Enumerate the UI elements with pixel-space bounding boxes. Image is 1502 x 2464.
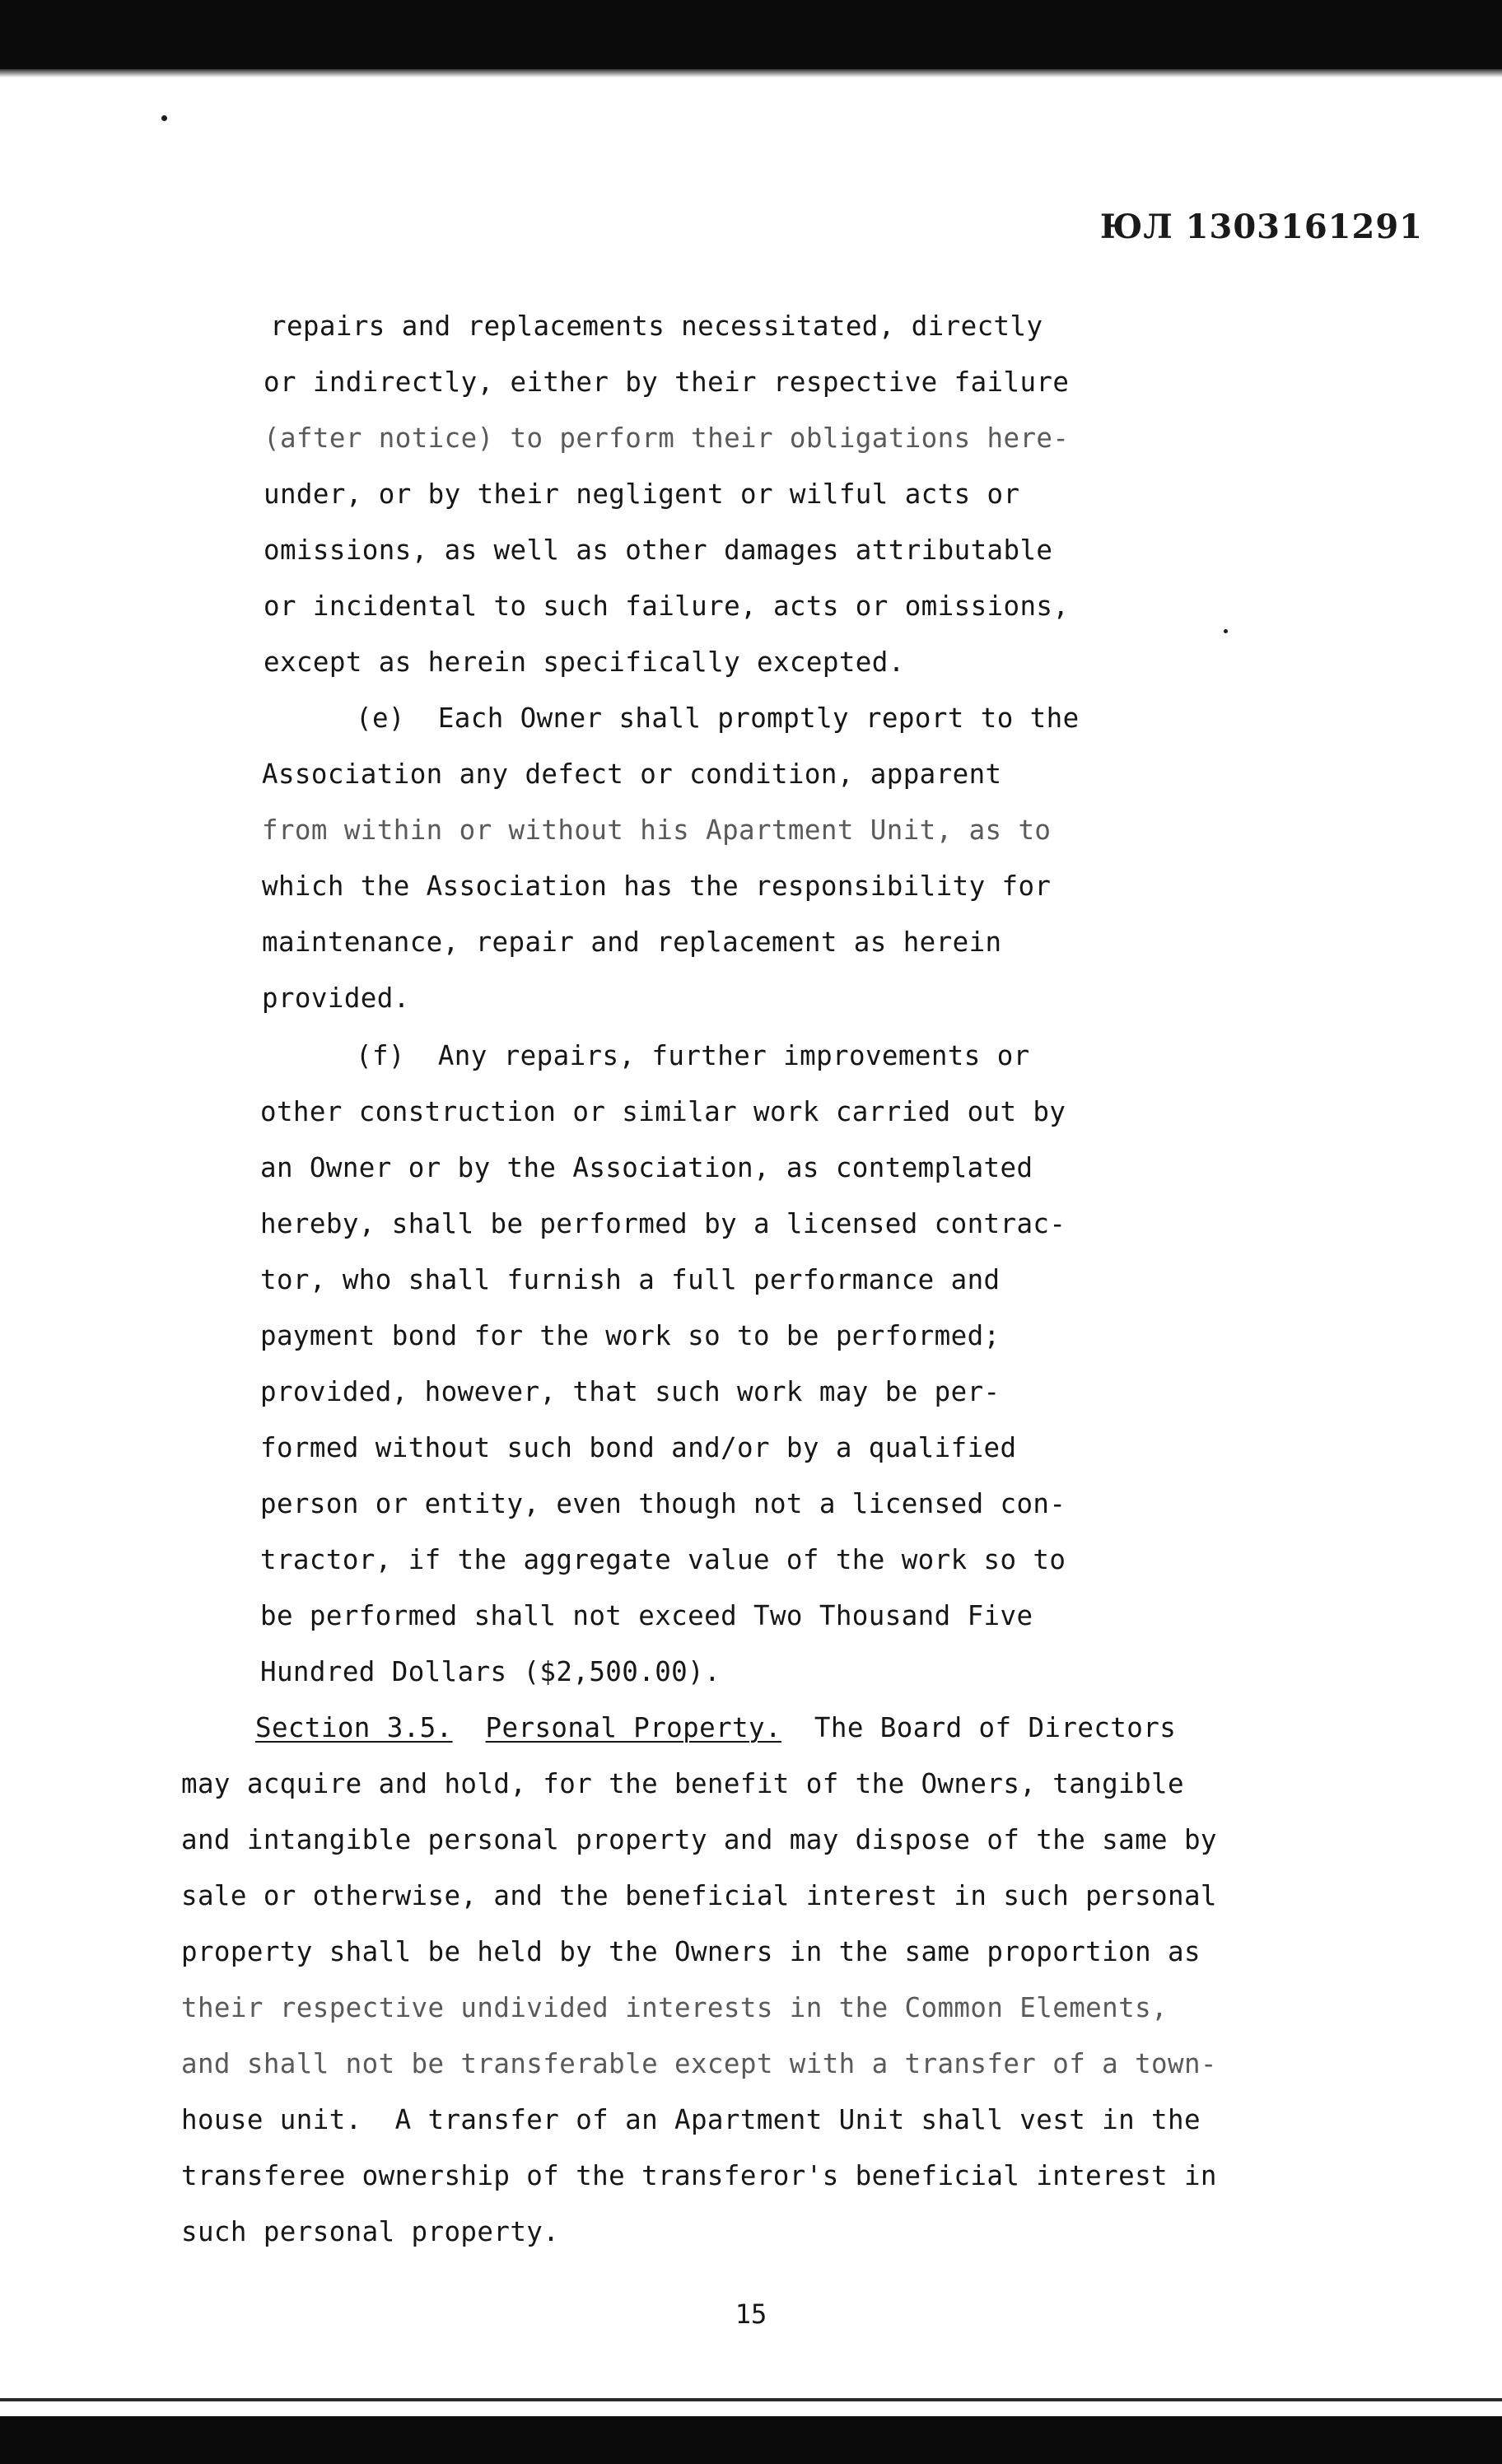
section-first-line-text: The Board of Directors bbox=[814, 1712, 1177, 1743]
section-title: Personal Property. bbox=[485, 1712, 781, 1743]
text-line: Hundred Dollars ($2,500.00). bbox=[260, 1656, 721, 1687]
text-line: tor, who shall furnish a full performance and bbox=[260, 1264, 1001, 1295]
text-line: (e) Each Owner shall promptly report to the bbox=[356, 702, 1080, 734]
scan-top-border bbox=[0, 0, 1502, 69]
text-line: transferee ownership of the transferor's beneficial interest in bbox=[181, 2160, 1217, 2191]
scan-speck bbox=[1224, 629, 1228, 633]
text-line: repairs and replacements necessitated, directly bbox=[270, 310, 1043, 342]
text-line: payment bond for the work so to be performed; bbox=[260, 1320, 1001, 1351]
page-number: 15 bbox=[735, 2298, 767, 2330]
text-line: or indirectly, either by their respective failure bbox=[264, 366, 1070, 398]
text-line: their respective undivided interests in the Common Elements, bbox=[181, 1992, 1168, 2023]
text-line: tractor, if the aggregate value of the work so to bbox=[260, 1544, 1066, 1575]
section-number: Section 3.5. bbox=[255, 1712, 453, 1743]
text-line: may acquire and hold, for the benefit of the Owners, tangible bbox=[181, 1768, 1184, 1799]
section-heading-line bbox=[255, 1711, 1176, 1744]
text-line: person or entity, even though not a licensed con- bbox=[260, 1488, 1066, 1519]
text-line: omissions, as well as other damages attributable bbox=[264, 534, 1053, 566]
text-line: except as herein specifically excepted. bbox=[264, 646, 905, 678]
text-line: Association any defect or condition, apparent bbox=[262, 758, 1002, 790]
text-line: (f) Any repairs, further improvements or bbox=[356, 1040, 1030, 1071]
text-line: sale or otherwise, and the beneficial interest in such personal bbox=[181, 1880, 1217, 1911]
text-line: be performed shall not exceed Two Thousand Five bbox=[260, 1600, 1033, 1631]
text-line: hereby, shall be performed by a licensed contrac- bbox=[260, 1208, 1066, 1239]
text-line: such personal property. bbox=[181, 2216, 560, 2247]
scan-speck bbox=[161, 115, 167, 121]
text-line: other construction or similar work carried out by bbox=[260, 1096, 1066, 1127]
text-line: property shall be held by the Owners in the same proportion as bbox=[181, 1936, 1201, 1967]
text-line: (after notice) to perform their obligations here- bbox=[264, 422, 1070, 454]
text-line: formed without such bond and/or by a qualified bbox=[260, 1432, 1017, 1463]
text-line: an Owner or by the Association, as contemplated bbox=[260, 1152, 1033, 1183]
text-line: provided. bbox=[262, 982, 410, 1014]
text-line: and intangible personal property and may dispose of the same by bbox=[181, 1824, 1217, 1855]
text-line: and shall not be transferable except with a transfer of a town- bbox=[181, 2048, 1217, 2079]
scan-bottom-border bbox=[0, 2416, 1502, 2464]
text-line: from within or without his Apartment Unit, as to bbox=[262, 814, 1052, 846]
text-line: house unit. A transfer of an Apartment Unit shall vest in the bbox=[181, 2104, 1201, 2135]
text-line: which the Association has the responsibility for bbox=[262, 870, 1052, 902]
text-line: or incidental to such failure, acts or omissions, bbox=[264, 590, 1070, 622]
text-line: provided, however, that such work may be per- bbox=[260, 1376, 1001, 1407]
text-line: maintenance, repair and replacement as herein bbox=[262, 926, 1002, 958]
text-line: under, or by their negligent or wilful acts or bbox=[264, 478, 1020, 510]
document-reference-number: ЮЛ 1303161291 bbox=[1099, 208, 1423, 246]
